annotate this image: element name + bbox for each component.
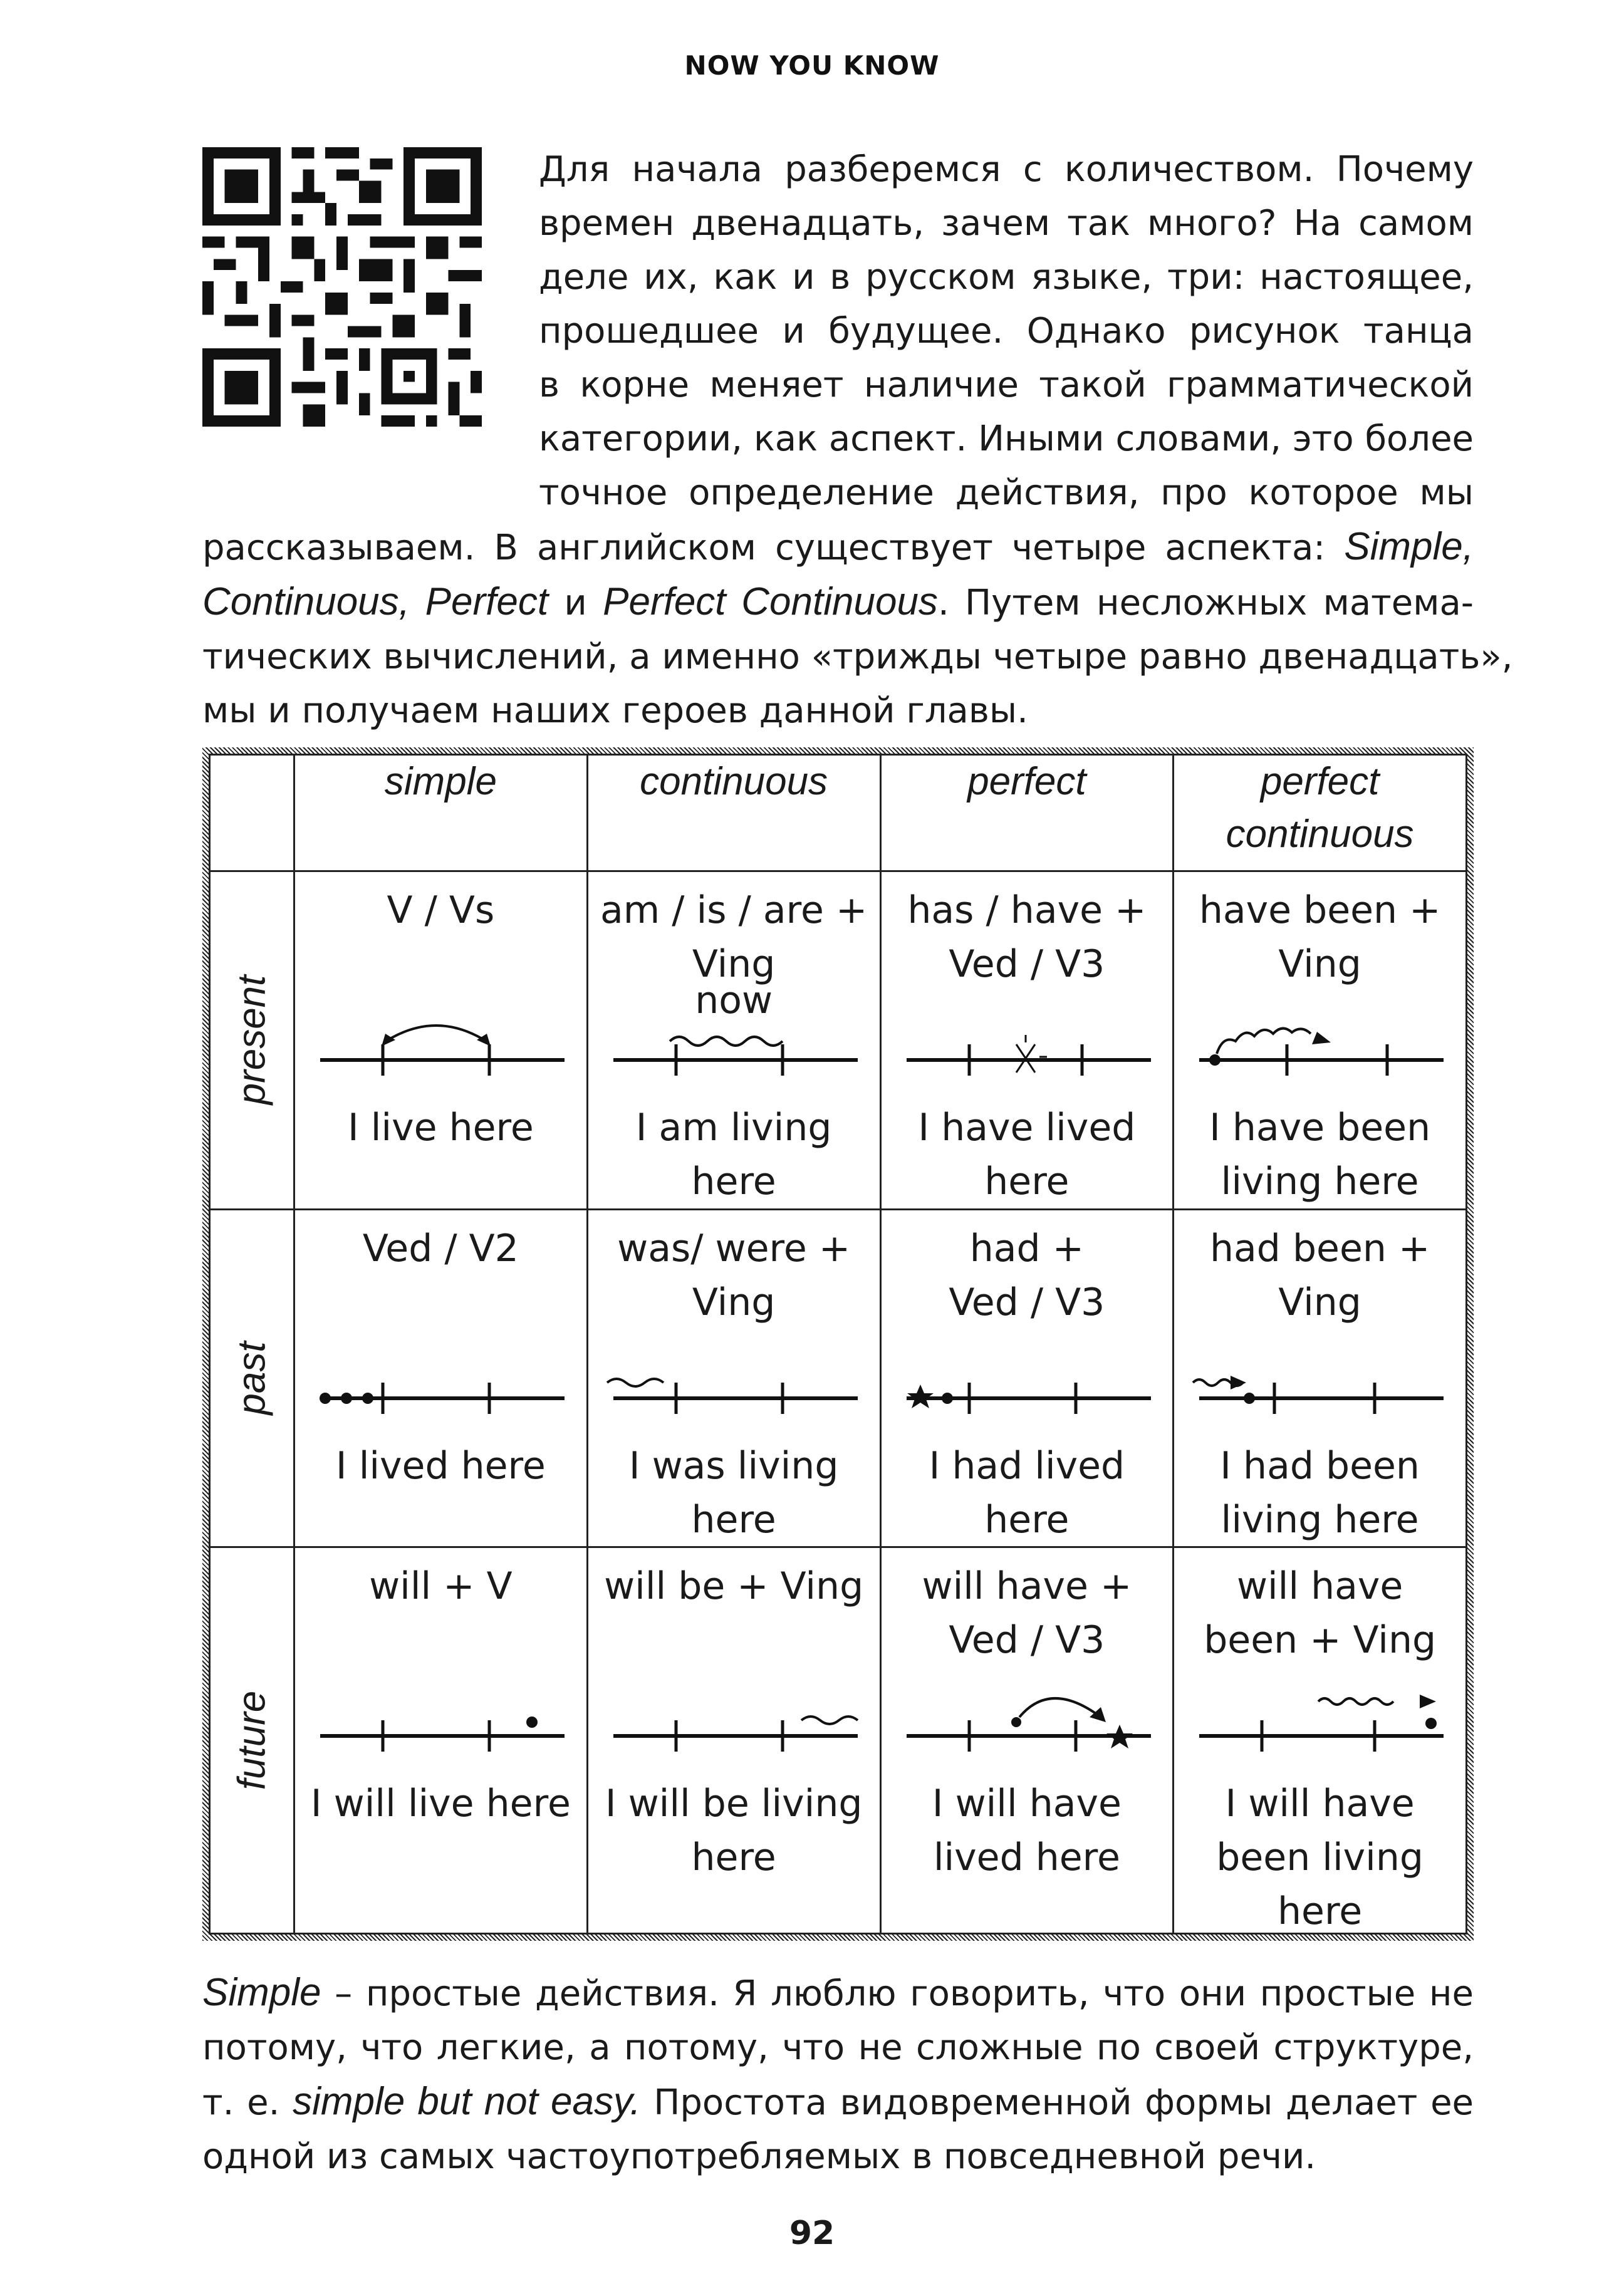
example: I will have been living here <box>1216 1782 1424 1934</box>
column-header: perfect continuous <box>1174 755 1467 871</box>
table-cell <box>1174 1209 1467 1547</box>
table-cell <box>294 1547 588 1934</box>
intro-line: категории, как аспект. Иными словами, это более <box>539 418 1474 459</box>
cell-body <box>295 1548 586 1933</box>
intro-line: времен двенадцать, зачем так много? На самом <box>539 203 1474 244</box>
timeline-diagram <box>308 1336 571 1430</box>
table-cell <box>294 1209 588 1547</box>
example: I will live here <box>310 1782 571 1826</box>
aspect-term: Perfect Continuous <box>603 580 938 623</box>
intro-paragraph <box>539 143 1474 520</box>
intro-line: деле их, как и в русском языке, три: настоящее, <box>539 257 1474 298</box>
formula: was/ were + Ving <box>617 1226 851 1324</box>
table-cell <box>587 1547 880 1934</box>
table-cell <box>880 1209 1174 1547</box>
timeline-diagram <box>1187 997 1450 1091</box>
timeline-diagram <box>601 1673 864 1767</box>
intro-line: мы и получаем наших героев данной главы. <box>202 690 1028 731</box>
cell-body <box>588 1548 880 1933</box>
table-cell <box>1174 871 1467 1210</box>
cell-body <box>1174 1210 1465 1547</box>
text-run: т. е. <box>202 2082 293 2123</box>
row-label-cell <box>210 1547 294 1934</box>
outro-line <box>202 1966 1474 2021</box>
formula: has / have + Ved / V3 <box>907 888 1147 987</box>
text-run: – простые действия. Я люблю говорить, что они простые не <box>321 1973 1474 2014</box>
cell-body <box>295 872 586 1208</box>
corner-cell <box>210 755 294 871</box>
intro-paragraph-continued <box>202 520 1513 738</box>
column-header: perfect <box>880 755 1174 871</box>
timeline-diagram <box>601 997 864 1091</box>
intro-line: тических вычислений, а именно «трижды четыре равно двенадцать», <box>202 636 1513 677</box>
row-label: present <box>230 975 274 1105</box>
formula: Ved / V2 <box>362 1226 519 1270</box>
example: I live here <box>347 1106 534 1150</box>
table-cell <box>294 871 588 1210</box>
timeline-diagram <box>894 1336 1157 1430</box>
text-run: Простота видовременной формы делает ее <box>640 2082 1474 2123</box>
timeline-diagram <box>894 997 1157 1091</box>
row-label: past <box>230 1341 274 1415</box>
example: I lived here <box>335 1443 546 1488</box>
cell-body <box>1174 1548 1465 1933</box>
example: I had been living here <box>1220 1443 1420 1542</box>
formula: V / Vs <box>387 888 495 933</box>
example: I will have lived here <box>932 1782 1122 1880</box>
table-header-row <box>210 755 1467 871</box>
cell-body <box>882 872 1173 1208</box>
intro-line: прошедшее и будущее. Однако рисунок танца <box>539 311 1474 351</box>
tenses-table <box>209 754 1467 1935</box>
timeline-diagram <box>308 997 571 1091</box>
timeline-diagram <box>1187 1673 1450 1767</box>
row-label-cell <box>210 1209 294 1547</box>
qr-code <box>202 147 482 427</box>
table-cell <box>880 1547 1174 1934</box>
intro-line: в корне меняет наличие такой грамматической <box>539 365 1474 405</box>
column-header: simple <box>294 755 588 871</box>
formula: will have been + Ving <box>1204 1564 1437 1663</box>
phrase: simple but not easy. <box>293 2080 641 2123</box>
table-row <box>210 1209 1467 1547</box>
now-annotation: now <box>695 979 773 1023</box>
column-header: continuous <box>587 755 880 871</box>
cell-body <box>588 1210 880 1547</box>
intro-line <box>202 520 1474 575</box>
cell-body <box>295 1210 586 1547</box>
outro-line <box>202 2075 1474 2130</box>
text-run: . Путем несложных матема- <box>937 583 1474 623</box>
aspect-term: Simple, <box>1344 525 1474 568</box>
running-title: NOW YOU KNOW <box>684 50 940 81</box>
timeline-diagram <box>308 1673 571 1767</box>
timeline-diagram <box>894 1673 1157 1767</box>
table-row <box>210 1547 1467 1934</box>
formula: will + V <box>369 1564 513 1609</box>
formula: will be + Ving <box>604 1564 864 1609</box>
text-run: рассказываем. В английском существует четыре аспекта: <box>202 527 1345 568</box>
timeline-diagram <box>1187 1336 1450 1430</box>
aspect-term: Continuous, Perfect <box>202 580 549 623</box>
cell-body <box>882 1548 1173 1933</box>
timeline-diagram <box>601 1336 864 1430</box>
row-label-cell <box>210 871 294 1210</box>
formula: had been + Ving <box>1210 1226 1430 1324</box>
example: I had lived here <box>929 1443 1125 1542</box>
outro-paragraph <box>202 1966 1474 2184</box>
table-cell <box>1174 1547 1467 1934</box>
formula: have been + Ving <box>1199 888 1441 987</box>
example: I was living here <box>628 1443 839 1542</box>
cell-body <box>1174 872 1465 1208</box>
term: Simple <box>202 1971 321 2014</box>
table-cell <box>880 871 1174 1210</box>
intro-line <box>202 575 1474 630</box>
formula: am / is / are + Ving <box>600 888 868 987</box>
outro-line: потому, что легкие, а потому, что не сложные по своей структуре, <box>202 2027 1474 2068</box>
formula: will have + Ved / V3 <box>922 1564 1132 1663</box>
formula: had + Ved / V3 <box>949 1226 1105 1324</box>
cell-body <box>588 872 880 1208</box>
example: I will be living here <box>605 1782 863 1880</box>
page-number: 92 <box>789 2215 835 2252</box>
table-row <box>210 871 1467 1210</box>
table-cell <box>587 1209 880 1547</box>
intro-line: точное определение действия, про которое мы <box>539 472 1474 513</box>
example: I have been living here <box>1209 1106 1431 1204</box>
cell-body <box>882 1210 1173 1547</box>
row-label: future <box>230 1690 274 1790</box>
text-run: и <box>548 583 603 623</box>
intro-line: Для начала разберемся с количеством. Почему <box>539 149 1474 190</box>
table-cell <box>587 871 880 1210</box>
outro-line: одной из самых частоупотребляемых в повседневной речи. <box>202 2136 1316 2177</box>
example: I have lived here <box>918 1106 1136 1204</box>
tenses-table-frame <box>202 747 1474 1941</box>
example: I am living here <box>635 1106 832 1204</box>
